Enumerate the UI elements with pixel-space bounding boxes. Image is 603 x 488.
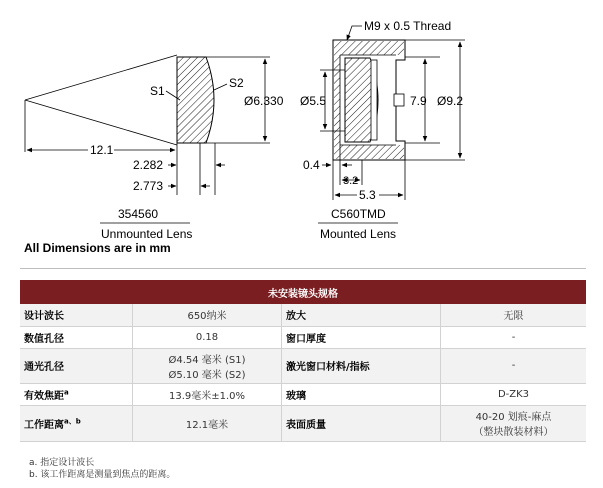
row-value-line: Ø5.10 毫米 (S2) [168, 369, 246, 381]
row-key: 通光孔径 [20, 348, 133, 383]
row-key: 数值孔径 [20, 326, 133, 348]
thread-label: M9 x 0.5 Thread [364, 19, 452, 33]
s2-label: S2 [229, 76, 244, 90]
units-note: All Dimensions are in mm [24, 241, 171, 255]
mounted-caption: Mounted Lens [320, 227, 397, 241]
row-key: 激光窗口材料/指标 [282, 348, 441, 383]
row-value: - [441, 348, 587, 383]
spec-table [20, 280, 586, 442]
lens-element [177, 57, 214, 143]
table-row [20, 405, 586, 441]
d92-label: Ø9.2 [437, 94, 464, 108]
table-row [20, 304, 586, 326]
d53-label: 5.3 [359, 188, 376, 202]
row-key: 工作距离$^{a、b}$ [20, 405, 133, 441]
table-row [20, 383, 586, 405]
d04-label: 0.4 [303, 158, 320, 172]
row-key: 有效焦距$^a$ [20, 383, 133, 405]
row-value: 无限 [441, 304, 587, 326]
row-value: 650纳米 [133, 304, 282, 326]
row-value-line: Ø4.54 毫米 (S1) [168, 354, 246, 366]
row-key: 表面质量 [282, 405, 441, 441]
d32-label: 3.2 [343, 175, 359, 187]
table-row [20, 348, 586, 383]
row-key: 放大 [282, 304, 441, 326]
row-key: 玻璃 [282, 383, 441, 405]
dim-2773-label: 2.773 [133, 179, 164, 193]
footnote-b: b. 该工作距离是测量到焦点的距离。 [29, 470, 176, 480]
table-row [20, 326, 586, 348]
row-value: 13.9毫米±1.0% [133, 383, 282, 405]
row-key: 设计波长 [20, 304, 133, 326]
footnote-ref: a、b [64, 417, 81, 426]
wd-label: 12.1 [90, 143, 114, 157]
unmounted-part-number: 354560 [118, 207, 159, 221]
row-value [133, 348, 282, 383]
row-value: - [441, 326, 587, 348]
diameter-label: Ø6.330 [244, 94, 284, 108]
d79-label: 7.9 [410, 94, 427, 108]
spec-table-title: 未安装镜头规格 [20, 280, 586, 304]
mounted-lens-view [300, 19, 465, 241]
row-value-line: （整块散装材料） [473, 427, 554, 438]
row-value: 0.18 [133, 326, 282, 348]
row-value: D-ZK3 [441, 383, 587, 405]
unmounted-caption: Unmounted Lens [101, 227, 193, 241]
row-value-line: 40-20 划痕-麻点 [475, 412, 552, 423]
footnote-a: a. 指定设计波长 [29, 458, 95, 468]
row-value [441, 405, 587, 441]
divider [20, 268, 586, 269]
mounted-part-number: C560TMD [331, 207, 386, 221]
d55-label: Ø5.5 [300, 94, 327, 108]
row-key: 窗口厚度 [282, 326, 441, 348]
s1-label: S1 [150, 84, 165, 98]
unmounted-lens-view [25, 55, 284, 241]
row-value: 12.1毫米 [133, 405, 282, 441]
footnote-ref: a [64, 388, 69, 397]
dim-2282-label: 2.282 [133, 158, 164, 172]
